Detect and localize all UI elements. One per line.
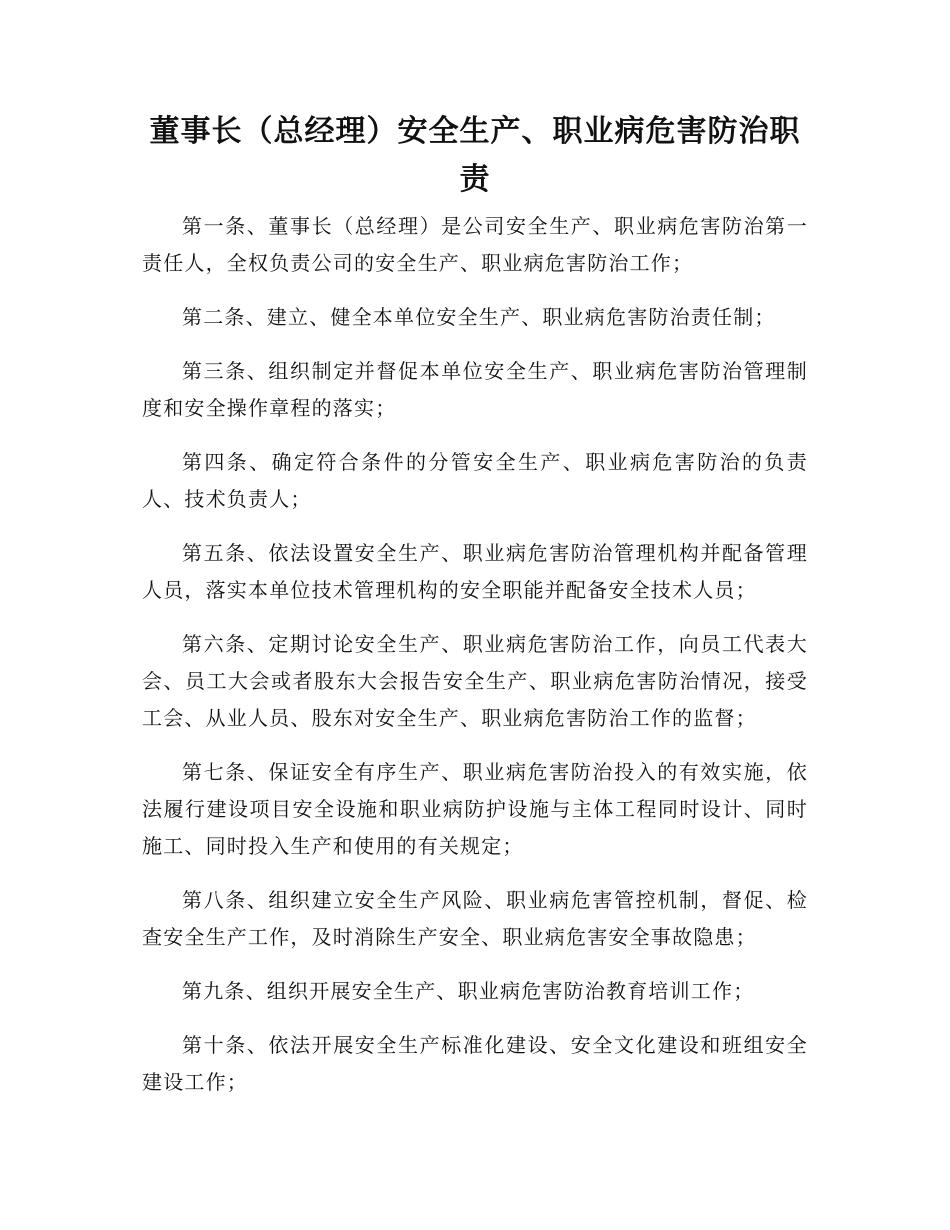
article-9: 第九条、组织开展安全生产、职业病危害防治教育培训工作；: [182, 979, 755, 1003]
article-1: 第一条、董事长（总经理）是公司安全生产、职业病危害防治第一责任人，全权负责公司的安全生产、职业病危害防治工作；: [142, 214, 808, 275]
article-3: 第三条、组织制定并督促本单位安全生产、职业病危害防治管理制度和安全操作章程的落实；: [142, 359, 808, 420]
article-8: 第八条、组织建立安全生产风险、职业病危害管控机制，督促、检查安全生产工作，及时消除生产安全、职业病危害安全事故隐患；: [142, 888, 808, 949]
article-4: 第四条、确定符合条件的分管安全生产、职业病危害防治的负责人、技术负责人；: [142, 450, 808, 511]
article-7: 第七条、保证安全有序生产、职业病危害防治投入的有效实施，依法履行建设项目安全设施和职业病防护设施与主体工程同时设计、同时施工、同时投入生产和使用的有关规定；: [142, 760, 808, 858]
article-10: 第十条、依法开展安全生产标准化建设、安全文化建设和班组安全建设工作；: [142, 1033, 808, 1094]
document-title: 董事长（总经理）安全生产、职业病危害防治职责: [149, 114, 801, 197]
article-2: 第二条、建立、健全本单位安全生产、职业病危害防治责任制；: [182, 305, 776, 329]
article-5: 第五条、依法设置安全生产、职业病危害防治管理机构并配备管理人员，落实本单位技术管理机构的安全职能并配备安全技术人员；: [142, 541, 808, 602]
article-6: 第六条、定期讨论安全生产、职业病危害防治工作，向员工代表大会、员工大会或者股东大会报告安全生产、职业病危害防治情况，接受工会、从业人员、股东对安全生产、职业病危害防治工作的监督；: [142, 632, 808, 730]
